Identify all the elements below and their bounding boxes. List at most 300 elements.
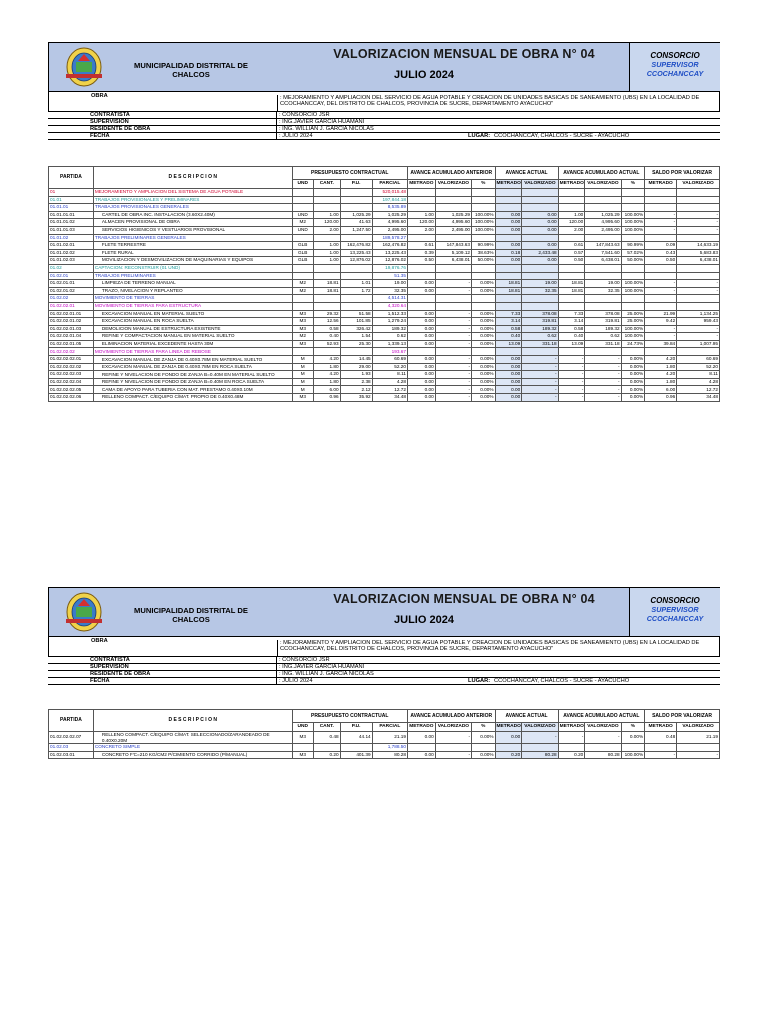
subheader-cant: CANT. [313,180,340,189]
cell-value: 50.00% [621,257,645,265]
cell-value: 0.20 [313,751,340,759]
cell-partida: 01.02.02.02 [49,348,94,356]
cell-value: - [435,287,471,295]
cell-value [435,744,471,752]
cell-value: - [435,386,471,394]
col-descripcion: D E S C R I P C I O N [93,167,292,189]
cell-value: 0.00% [472,325,496,333]
table-row [49,219,720,227]
cell-value: - [435,371,471,379]
cell-value: 2.00 [558,226,585,234]
cell-value: 1.72 [340,287,372,295]
subheader-metrado: METRADO [407,180,435,189]
cell-value: 0.39 [407,249,435,257]
table-row [49,272,720,280]
cell-value [621,204,645,212]
cell-value: 0.00 [407,287,435,295]
cell-value [495,302,522,310]
cell-und: M3 [292,340,313,348]
cell-value [677,196,720,204]
cell-value [472,302,496,310]
cell-value: - [435,751,471,759]
cell-value: 0.00% [472,394,496,402]
cell-value: 50.00% [472,257,496,265]
cell-value: 51.35 [372,272,407,280]
cell-value [677,302,720,310]
cell-partida: 01.02.02.02.07 [49,732,94,744]
cell-partida: 01.02.01.02 [49,287,94,295]
cell-value: - [677,226,720,234]
cell-value: 7.33 [495,310,522,318]
cell-value [645,189,677,197]
cell-value: 331.18 [522,340,558,348]
cell-descripcion: TRABAJOS PRELIMINARES GENERALES [93,234,292,242]
cell-value [407,295,435,303]
cell-value: - [435,394,471,402]
cell-value [472,189,496,197]
cell-value: 100.00% [621,325,645,333]
cell-value [585,264,621,272]
cell-value: 12,876.02 [372,257,407,265]
cell-value: 12.56 [313,318,340,326]
table-row [49,302,720,310]
cell-value: 0.00% [621,371,645,379]
cell-value [340,348,372,356]
cell-value: 13,225.43 [340,249,372,257]
municipality-logo [50,44,118,90]
cell-value: 0.00 [407,732,435,744]
cell-value: 0.58 [558,325,585,333]
subheader-valorizado: VALORIZADO [522,723,558,732]
cell-value: 100.00% [621,751,645,759]
cell-value: - [585,386,621,394]
fecha-label: FECHA [90,133,110,139]
table-row [49,280,720,288]
cell-value: 189.32 [585,325,621,333]
subheader-valorizado: VALORIZADO [435,723,471,732]
cell-value [621,295,645,303]
table-row [49,378,720,386]
cell-value: 2,495.00 [585,226,621,234]
subheader-pu: P.U. [340,180,372,189]
cell-partida: 01.02.02.01 [49,302,94,310]
supervision-label: SUPERVISION [90,119,129,125]
subheader-und: UND [292,723,313,732]
table-row [49,371,720,379]
cell-value: 60.69 [372,356,407,364]
cell-value [677,348,720,356]
cell-value: 1.80 [645,378,677,386]
cell-value: 32.35 [585,287,621,295]
cell-value: 38.63% [472,249,496,257]
cell-value: 1.00 [313,249,340,257]
cell-descripcion: MOVIMIENTO DE TIERRAS [93,295,292,303]
obra-value: : MEJORAMIENTO Y AMPLIACION DEL SERVICIO DE AGUA POTABLE Y CREACION DE UNIDADES BASICAS DE SANEAMIENTO (UBS) EN LA LOCALIDAD DE CCOCHANCCAY, DEL DISTRITO DE CHALCOS, PROVINCIA DE SUCRE, DEPARTAMENTO AYACUCHO" [277,640,717,657]
table-row [49,386,720,394]
cell-value: 0.96 [313,394,340,402]
cell-descripcion: EXCAVACION MANUAL DE ZANJA DE 0.40X0.78M EN ROCA SUELTA [93,363,292,371]
cell-descripcion: CONCRETO F'C=210 KG/CM2 P/CIMIENTO CORRIDO (P/MANUAL) [93,751,292,759]
cell-value: 0.00 [495,386,522,394]
cell-descripcion: REFINE Y COMPACTACION MANUAL EN MATERIAL SUELTO [93,333,292,341]
cell-value: 0.57 [558,249,585,257]
cell-und: M3 [292,751,313,759]
cell-value: 7.33 [558,310,585,318]
cell-value [407,348,435,356]
cell-value: 18.81 [495,280,522,288]
cell-value: 1,279.24 [372,318,407,326]
cell-value: 4,995.60 [435,219,471,227]
cell-value [677,189,720,197]
cell-partida: 01.02.02.01.02 [49,318,94,326]
cell-und: M2 [292,219,313,227]
cell-value [645,264,677,272]
cell-value: 1.01 [340,280,372,288]
cell-und: GLB [292,242,313,250]
cell-descripcion: CONCRETO SIMPLE [93,744,292,752]
cell-value: 39.84 [645,340,677,348]
cell-descripcion: ELIMINACION MATERIAL EXCEDENTE HASTA 30M [93,340,292,348]
subheader-valorizado: VALORIZADO [585,723,621,732]
consortium-line-1: CONSORCIO [650,596,700,605]
cell-value [621,196,645,204]
cell-value: 13,225.43 [372,249,407,257]
cell-value [340,302,372,310]
cell-value: 2,495.00 [435,226,471,234]
cell-value [585,204,621,212]
table-row [49,318,720,326]
cell-value: 0.40 [558,333,585,341]
consortium-line-3: CCOCHANCCAY [646,69,704,78]
subheader-valorizado: VALORIZADO [585,180,621,189]
table-row [49,744,720,752]
cell-value: - [558,386,585,394]
cell-descripcion: RELLENO COMPACT. C/EQUIPO C/MAT. SELECCIONADO/ZARANDEADO DE 0.40X0.20M [93,732,292,744]
contratista-value: : CONSORCIO JSR [276,657,330,663]
cell-descripcion: EXCAVACION MANUAL DE ZANJA DE 0.40X0.78M EN MATERIAL SUELTO [93,356,292,364]
cell-value: - [435,310,471,318]
residente-row [48,671,720,678]
cell-value [558,295,585,303]
cell-value [340,204,372,212]
cell-value: 0.61 [558,242,585,250]
cell-value: 1,025.29 [340,211,372,219]
cell-value: 0.00% [472,386,496,394]
subheader-valorizado: VALORIZADO [435,180,471,189]
cell-value: 12.72 [372,386,407,394]
cell-und: M2 [292,287,313,295]
municipality-name: MUNICIPALIDAD DISTRITAL DE CHALCOS [134,606,248,624]
cell-value: 60.69 [677,356,720,364]
cell-value: 0.00% [472,732,496,744]
cell-value: 19.00 [522,280,558,288]
cell-value: - [558,356,585,364]
cell-value: 13.09 [558,340,585,348]
cell-value [522,348,558,356]
cell-value [645,204,677,212]
cell-value [585,348,621,356]
cell-value: 319.81 [585,318,621,326]
cell-partida: 01 [49,189,94,197]
cell-value: 0.00 [407,280,435,288]
cell-value: - [522,386,558,394]
table-header-row [49,167,720,180]
cell-value [495,234,522,242]
cell-descripcion: LIMPIEZA DE TERRENO MANUAL [93,280,292,288]
cell-value: 1,512.33 [372,310,407,318]
cell-value [495,295,522,303]
cell-value [585,234,621,242]
subheader-parcial: PARCIAL [372,723,407,732]
cell-value: 0.43 [645,249,677,257]
cell-value [495,189,522,197]
lugar-label: LUGAR: [468,133,491,139]
cell-value: 0.00% [621,386,645,394]
cell-value: 57.02% [621,249,645,257]
lugar-value: CCOCHANCCAY, CHALCOS - SUCRE - AYACUCHO [494,678,630,684]
cell-value: 12.72 [677,386,720,394]
cell-value [522,234,558,242]
cell-value [435,196,471,204]
cell-value: 197,844.18 [372,196,407,204]
cell-value: 401.39 [340,751,372,759]
cell-value: - [435,378,471,386]
cell-partida: 01.02.03 [49,744,94,752]
cell-value: 0.00% [621,356,645,364]
table-row [49,751,720,759]
subheader-metrado: METRADO [495,723,522,732]
subheader-pct: % [472,180,496,189]
cell-partida: 01.02.01.01 [49,280,94,288]
cell-value [292,234,313,242]
cell-value: 29.32 [313,310,340,318]
fecha-label: FECHA [90,678,110,684]
cell-value: 18.81 [558,280,585,288]
cell-value [472,234,496,242]
cell-value: 0.00 [495,394,522,402]
subheader-pu: P.U. [340,723,372,732]
cell-value: - [677,333,720,341]
report-header [48,42,720,92]
cell-value: 12,876.02 [340,257,372,265]
cell-value: 13.09 [495,340,522,348]
cell-value: 0.00% [621,363,645,371]
cell-value: - [435,356,471,364]
cell-value: 100.00% [621,219,645,227]
cell-value: - [677,211,720,219]
cell-value: 1.54 [340,333,372,341]
cell-value: 0.00% [472,751,496,759]
cell-value: 1.80 [313,363,340,371]
table-row [49,340,720,348]
cell-value: 4.20 [645,371,677,379]
col-partida: PARTIDA [49,167,94,189]
cell-descripcion: MOVIMIENTO DE TIERRAS PARA ESTRUCTURA [93,302,292,310]
valuation-month: JULIO 2024 [394,69,454,81]
cell-value [645,295,677,303]
cell-value: 19.00 [585,280,621,288]
obra-row [48,92,720,112]
cell-value [435,302,471,310]
contratista-row [48,112,720,119]
cell-partida: 01.02.02.01.03 [49,325,94,333]
cell-value: 189,578.27 [372,234,407,242]
cell-value: 0.00% [621,378,645,386]
cell-partida: 01.01.02 [49,234,94,242]
col-presupuesto: PRESUPUESTO CONTRACTUAL [292,167,407,180]
col-actual: AVANCE ACTUAL [495,167,558,180]
cell-value: 1.00 [407,211,435,219]
cell-value [677,744,720,752]
subheader-metrado: METRADO [407,723,435,732]
cell-value: 80.28 [585,751,621,759]
subheader-metrado: METRADO [645,180,677,189]
cell-value [407,196,435,204]
subheader-metrado: METRADO [558,723,585,732]
cell-descripcion: TRABAJOS PROVISIONALES GENERALES [93,204,292,212]
cell-value: - [522,378,558,386]
cell-value: 0.00 [407,325,435,333]
cell-value: - [677,325,720,333]
cell-value: 18.81 [495,287,522,295]
cell-value [495,744,522,752]
cell-partida: 01.02.01 [49,272,94,280]
cell-value [558,234,585,242]
cell-value: 147,843.63 [585,242,621,250]
cell-value: 0.00 [407,310,435,318]
subheader-metrado: METRADO [495,180,522,189]
cell-value [558,302,585,310]
cell-value: - [645,219,677,227]
cell-value: 100.00% [472,226,496,234]
cell-value [435,272,471,280]
valuation-table-2 [48,709,720,759]
cell-value: 959.43 [677,318,720,326]
table-row [49,295,720,303]
cell-partida: 01.02.02.02.02 [49,363,94,371]
cell-value [407,744,435,752]
contratista-row [48,657,720,664]
col-saldo: SALDO POR VALORIZAR [645,167,720,180]
cell-value [645,196,677,204]
residente-value: : ING. WILLIAN J. GARCIA NICOLAS [276,126,374,132]
cell-value [585,189,621,197]
residente-label: RESIDENTE DE OBRA [90,126,151,132]
cell-partida: 01.01.02.03 [49,257,94,265]
cell-value: 2.12 [340,386,372,394]
subheader-valorizado: VALORIZADO [677,180,720,189]
cell-value: 0.00 [407,318,435,326]
cell-value: 0.40 [313,333,340,341]
table-row [49,242,720,250]
cell-value [435,234,471,242]
cell-partida: 01.01.02.02 [49,249,94,257]
cell-value: - [645,287,677,295]
cell-value: 18.81 [558,287,585,295]
cell-value: 100.00% [472,219,496,227]
table-row [49,264,720,272]
cell-value: 8,535.89 [372,204,407,212]
cell-value [340,234,372,242]
cell-value: 5,683.83 [677,249,720,257]
cell-value: 0.00 [407,751,435,759]
cell-partida: 01.02.02.02.03 [49,371,94,379]
cell-value [313,196,340,204]
cell-value [585,196,621,204]
cell-value: 4.20 [313,356,340,364]
cell-value: 1,247.50 [340,226,372,234]
cell-value: 25.00% [621,310,645,318]
cell-value: 6,438.01 [677,257,720,265]
cell-value: 189.32 [372,325,407,333]
supervision-value: : ING.JAVIER GARCIA HUAMANI [276,664,364,670]
cell-value: 100.00% [472,211,496,219]
cell-value [407,272,435,280]
cell-value: 101.85 [340,318,372,326]
cell-descripcion: MOVILIZACION Y DESMOVILIZACION DE MAQUINARIAS Y EQUIPOS [93,257,292,265]
subheader-pct: % [621,180,645,189]
supervision-value: : ING.JAVIER GARCIA HUAMANI [276,119,364,125]
obra-label: OBRA [91,638,108,644]
cell-value: 1.80 [645,363,677,371]
col-descripcion: D E S C R I P C I O N [93,710,292,732]
cell-value [558,196,585,204]
cell-value [495,204,522,212]
cell-value: - [677,280,720,288]
cell-value: 100.00% [621,280,645,288]
cell-value [407,189,435,197]
cell-value: - [435,318,471,326]
cell-value: 1,025.29 [585,211,621,219]
cell-value: 0.00 [522,257,558,265]
cell-value [677,204,720,212]
cell-value: 0.00 [407,371,435,379]
cell-value: 0.62 [372,333,407,341]
cell-value: 2.00 [313,226,340,234]
cell-value: 21.19 [372,732,407,744]
cell-value: 1.93 [340,371,372,379]
cell-value [522,196,558,204]
cell-descripcion: MOVIMIENTO DE TIERRAS PARA LINEA DE REBOSE [93,348,292,356]
cell-value [407,234,435,242]
cell-value: 1,339.13 [372,340,407,348]
cell-value: 1,007.95 [677,340,720,348]
subheader-valorizado: VALORIZADO [677,723,720,732]
cell-value: 14.45 [340,356,372,364]
cell-value [522,189,558,197]
cell-partida: 01.02.02.02.04 [49,378,94,386]
cell-value: 2,495.00 [372,226,407,234]
cell-value: - [435,280,471,288]
cell-partida: 01.02.02.01.04 [49,333,94,341]
cell-value: 80.28 [522,751,558,759]
cell-value [313,272,340,280]
cell-value: 8.11 [677,371,720,379]
cell-value: 1.80 [313,378,340,386]
cell-value [522,744,558,752]
cell-partida: 01.01.01.01 [49,211,94,219]
cell-value: - [435,325,471,333]
cell-descripcion: REFINE Y NIVELACION DE FONDO DE ZANJA B=0.40M EN MATERIAL SUELTO [93,371,292,379]
cell-value: - [677,219,720,227]
cell-value: 4,514.31 [372,295,407,303]
cell-value [558,348,585,356]
cell-value: 0.00 [495,219,522,227]
table-row [49,394,720,402]
cell-value: 5,109.12 [435,249,471,257]
cell-value: 378.08 [585,310,621,318]
cell-value: - [585,394,621,402]
